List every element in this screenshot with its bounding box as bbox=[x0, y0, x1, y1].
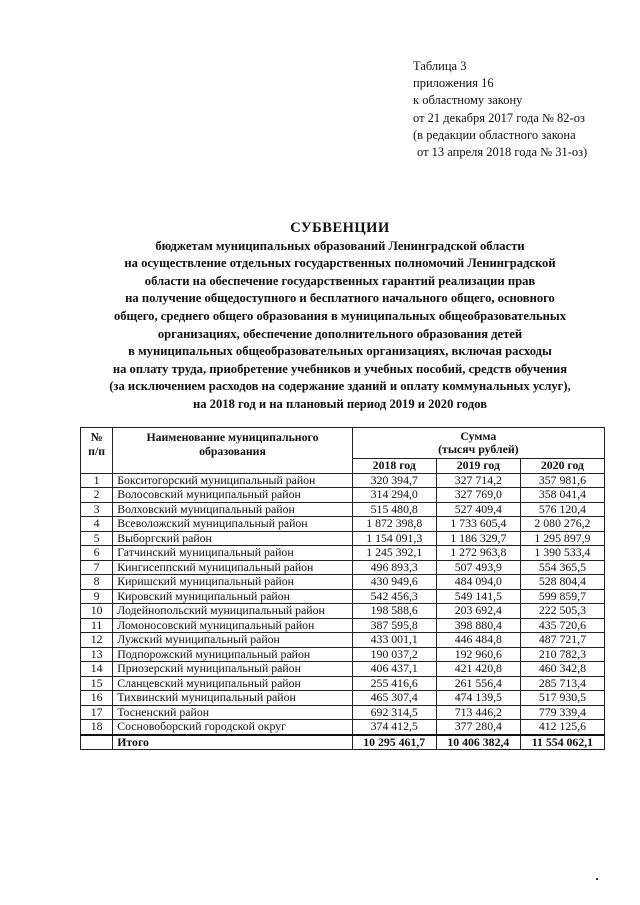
row-number: 11 bbox=[81, 618, 113, 633]
total-2018: 10 295 461,7 bbox=[352, 735, 436, 750]
sum-unit: (тысяч рублей) bbox=[438, 442, 519, 456]
row-number: 4 bbox=[81, 517, 113, 532]
amount-2020: 412 125,6 bbox=[520, 720, 604, 735]
revision-date: от 13 апреля 2018 года № 31-оз) bbox=[417, 145, 588, 160]
row-number: 6 bbox=[81, 546, 113, 561]
municipality-name: Сосновоборский городской округ bbox=[113, 720, 352, 735]
row-number: 2 bbox=[81, 488, 113, 503]
amount-2019: 1 272 963,8 bbox=[436, 546, 520, 561]
title-line: организациях, обеспечение дополнительного образования детей bbox=[157, 326, 523, 341]
amount-2018: 1 872 398,8 bbox=[352, 517, 436, 532]
table-row bbox=[81, 502, 605, 517]
amount-2020: 210 782,3 bbox=[520, 647, 604, 662]
title-line: на осуществление отдельных государственных полномочий Ленинградской bbox=[124, 256, 556, 271]
title-line: (за исключением расходов на содержание зданий и оплату коммунальных услуг), bbox=[109, 379, 571, 394]
row-number: 10 bbox=[81, 604, 113, 619]
amount-2020: 528 804,4 bbox=[520, 575, 604, 590]
table-row bbox=[81, 691, 605, 706]
column-header-name: Наименование муниципального образования bbox=[113, 428, 352, 474]
row-number: 16 bbox=[81, 691, 113, 706]
title-line: на получение общедоступного и бесплатного начального общего, основного bbox=[125, 291, 555, 306]
amount-2018: 692 314,5 bbox=[352, 705, 436, 720]
title-line: области на обеспечение государственных гарантий реализации прав bbox=[144, 273, 536, 288]
table-row bbox=[81, 575, 605, 590]
amount-2019: 549 141,5 bbox=[436, 589, 520, 604]
total-row bbox=[81, 735, 605, 750]
amount-2019: 192 960,6 bbox=[436, 647, 520, 662]
amount-2020: 222 505,3 bbox=[520, 604, 604, 619]
column-header-sum bbox=[352, 428, 604, 459]
amount-2018: 255 416,6 bbox=[352, 676, 436, 691]
table-row bbox=[81, 531, 605, 546]
amount-2019: 327 714,2 bbox=[436, 473, 520, 488]
amount-2019: 1 186 329,7 bbox=[436, 531, 520, 546]
amount-2018: 515 480,8 bbox=[352, 502, 436, 517]
amount-2018: 433 001,1 bbox=[352, 633, 436, 648]
table-row bbox=[81, 604, 605, 619]
amount-2018: 406 437,1 bbox=[352, 662, 436, 677]
amount-2018: 496 893,3 bbox=[352, 560, 436, 575]
municipality-name: Кингисеппский муниципальный район bbox=[113, 560, 352, 575]
total-number-cell bbox=[81, 735, 113, 750]
amount-2019: 327 769,0 bbox=[436, 488, 520, 503]
table-row bbox=[81, 662, 605, 677]
amount-2020: 554 365,5 bbox=[520, 560, 604, 575]
municipality-name: Ломоносовский муниципальный район bbox=[113, 618, 352, 633]
amount-2020: 460 342,8 bbox=[520, 662, 604, 677]
table-row bbox=[81, 473, 605, 488]
municipality-name: Тихвинский муниципальный район bbox=[113, 691, 352, 706]
amount-2020: 1 390 533,4 bbox=[520, 546, 604, 561]
column-header-2019: 2019 год bbox=[436, 459, 520, 474]
table-row bbox=[81, 517, 605, 532]
row-number: 14 bbox=[81, 662, 113, 677]
amount-2018: 1 245 392,1 bbox=[352, 546, 436, 561]
table-row bbox=[81, 546, 605, 561]
table-row bbox=[81, 589, 605, 604]
amount-2019: 474 139,5 bbox=[436, 691, 520, 706]
municipality-name: Волосовский муниципальный район bbox=[113, 488, 352, 503]
amount-2018: 374 412,5 bbox=[352, 720, 436, 735]
scan-speck bbox=[596, 878, 598, 880]
table-number: Таблица 3 bbox=[413, 59, 467, 73]
municipality-name: Лодейнопольский муниципальный район bbox=[113, 604, 352, 619]
row-number: 15 bbox=[81, 676, 113, 691]
municipality-name: Подпорожский муниципальный район bbox=[113, 647, 352, 662]
total-2020: 11 554 062,1 bbox=[520, 735, 604, 750]
title-line: общего, среднего общего образования в муниципальных общеобразовательных bbox=[113, 308, 567, 323]
amount-2019: 507 493,9 bbox=[436, 560, 520, 575]
amount-2020: 517 930,5 bbox=[520, 691, 604, 706]
municipality-name: Сланцевский муниципальный район bbox=[113, 676, 352, 691]
amount-2019: 446 484,8 bbox=[436, 633, 520, 648]
row-number: 17 bbox=[81, 705, 113, 720]
row-number: 18 bbox=[81, 720, 113, 735]
row-number: 7 bbox=[81, 560, 113, 575]
law-date: от 21 декабря 2017 года № 82-оз bbox=[413, 110, 585, 125]
amount-2018: 1 154 091,3 bbox=[352, 531, 436, 546]
amount-2020: 2 080 276,2 bbox=[520, 517, 604, 532]
column-header-2018: 2018 год bbox=[352, 459, 436, 474]
amount-2018: 314 294,0 bbox=[352, 488, 436, 503]
amount-2018: 198 588,6 bbox=[352, 604, 436, 619]
table-row bbox=[81, 618, 605, 633]
row-number: 9 bbox=[81, 589, 113, 604]
amount-2020: 576 120,4 bbox=[520, 502, 604, 517]
title-line: в муниципальных общеобразовательных организациях, включая расходы bbox=[128, 344, 552, 359]
municipality-name: Киришский муниципальный район bbox=[113, 575, 352, 590]
amount-2019: 261 556,4 bbox=[436, 676, 520, 691]
total-label: Итого bbox=[113, 735, 352, 750]
amount-2019: 1 733 605,4 bbox=[436, 517, 520, 532]
amount-2020: 285 713,4 bbox=[520, 676, 604, 691]
municipality-name: Тосненский район bbox=[113, 705, 352, 720]
amount-2019: 377 280,4 bbox=[436, 720, 520, 735]
row-number: 5 bbox=[81, 531, 113, 546]
row-number: 8 bbox=[81, 575, 113, 590]
table-body bbox=[81, 473, 605, 735]
title-line: на оплату труда, приобретение учебников и учебных пособий, средств обучения bbox=[112, 361, 568, 376]
amount-2018: 387 595,8 bbox=[352, 618, 436, 633]
row-number: 1 bbox=[81, 473, 113, 488]
amount-2020: 1 295 897,9 bbox=[520, 531, 604, 546]
municipality-name: Бокситогорский муниципальный район bbox=[113, 473, 352, 488]
title-line: бюджетам муниципальных образований Ленинградской области bbox=[155, 238, 525, 253]
amount-2018: 190 037,2 bbox=[352, 647, 436, 662]
table-row bbox=[81, 705, 605, 720]
amount-2019: 421 420,8 bbox=[436, 662, 520, 677]
amount-2018: 320 394,7 bbox=[352, 473, 436, 488]
amount-2019: 484 094,0 bbox=[436, 575, 520, 590]
table-row bbox=[81, 647, 605, 662]
amount-2019: 527 409,4 bbox=[436, 502, 520, 517]
amount-2018: 465 307,4 bbox=[352, 691, 436, 706]
row-number: 13 bbox=[81, 647, 113, 662]
municipality-name: Гатчинский муниципальный район bbox=[113, 546, 352, 561]
document-title bbox=[60, 220, 620, 414]
amount-2018: 542 456,3 bbox=[352, 589, 436, 604]
municipality-name: Всеволожский муниципальный район bbox=[113, 517, 352, 532]
law-reference: к областному закону bbox=[413, 93, 523, 108]
amount-2019: 713 446,2 bbox=[436, 705, 520, 720]
amount-2018: 430 949,6 bbox=[352, 575, 436, 590]
row-number: 12 bbox=[81, 633, 113, 648]
table-row bbox=[81, 633, 605, 648]
amount-2019: 203 692,4 bbox=[436, 604, 520, 619]
municipality-name: Волховский муниципальный район bbox=[113, 502, 352, 517]
amount-2020: 357 981,6 bbox=[520, 473, 604, 488]
column-header-2020: 2020 год bbox=[520, 459, 604, 474]
revision-note: (в редакции областного закона bbox=[413, 127, 576, 142]
appendix-number: приложения 16 bbox=[413, 76, 494, 91]
amount-2020: 358 041,4 bbox=[520, 488, 604, 503]
table-row bbox=[81, 720, 605, 735]
row-number: 3 bbox=[81, 502, 113, 517]
amount-2020: 487 721,7 bbox=[520, 633, 604, 648]
total-2019: 10 406 382,4 bbox=[436, 735, 520, 750]
amount-2020: 435 720,6 bbox=[520, 618, 604, 633]
table-row bbox=[81, 488, 605, 503]
table-row bbox=[81, 560, 605, 575]
column-header-number: № п/п bbox=[81, 428, 113, 474]
amount-2020: 779 339,4 bbox=[520, 705, 604, 720]
municipality-name: Кировский муниципальный район bbox=[113, 589, 352, 604]
title-main: СУБВЕНЦИИ bbox=[290, 220, 390, 236]
sum-label: Сумма bbox=[460, 428, 497, 443]
title-line: на 2018 год и на плановый период 2019 и 2020 годов bbox=[192, 396, 488, 411]
appendix-reference bbox=[413, 58, 587, 161]
amount-2020: 599 859,7 bbox=[520, 589, 604, 604]
table-row bbox=[81, 676, 605, 691]
municipality-name: Лужский муниципальный район bbox=[113, 633, 352, 648]
municipality-name: Приозерский муниципальный район bbox=[113, 662, 352, 677]
amount-2019: 398 880,4 bbox=[436, 618, 520, 633]
municipality-name: Выборгский район bbox=[113, 531, 352, 546]
subventions-table bbox=[80, 427, 605, 750]
